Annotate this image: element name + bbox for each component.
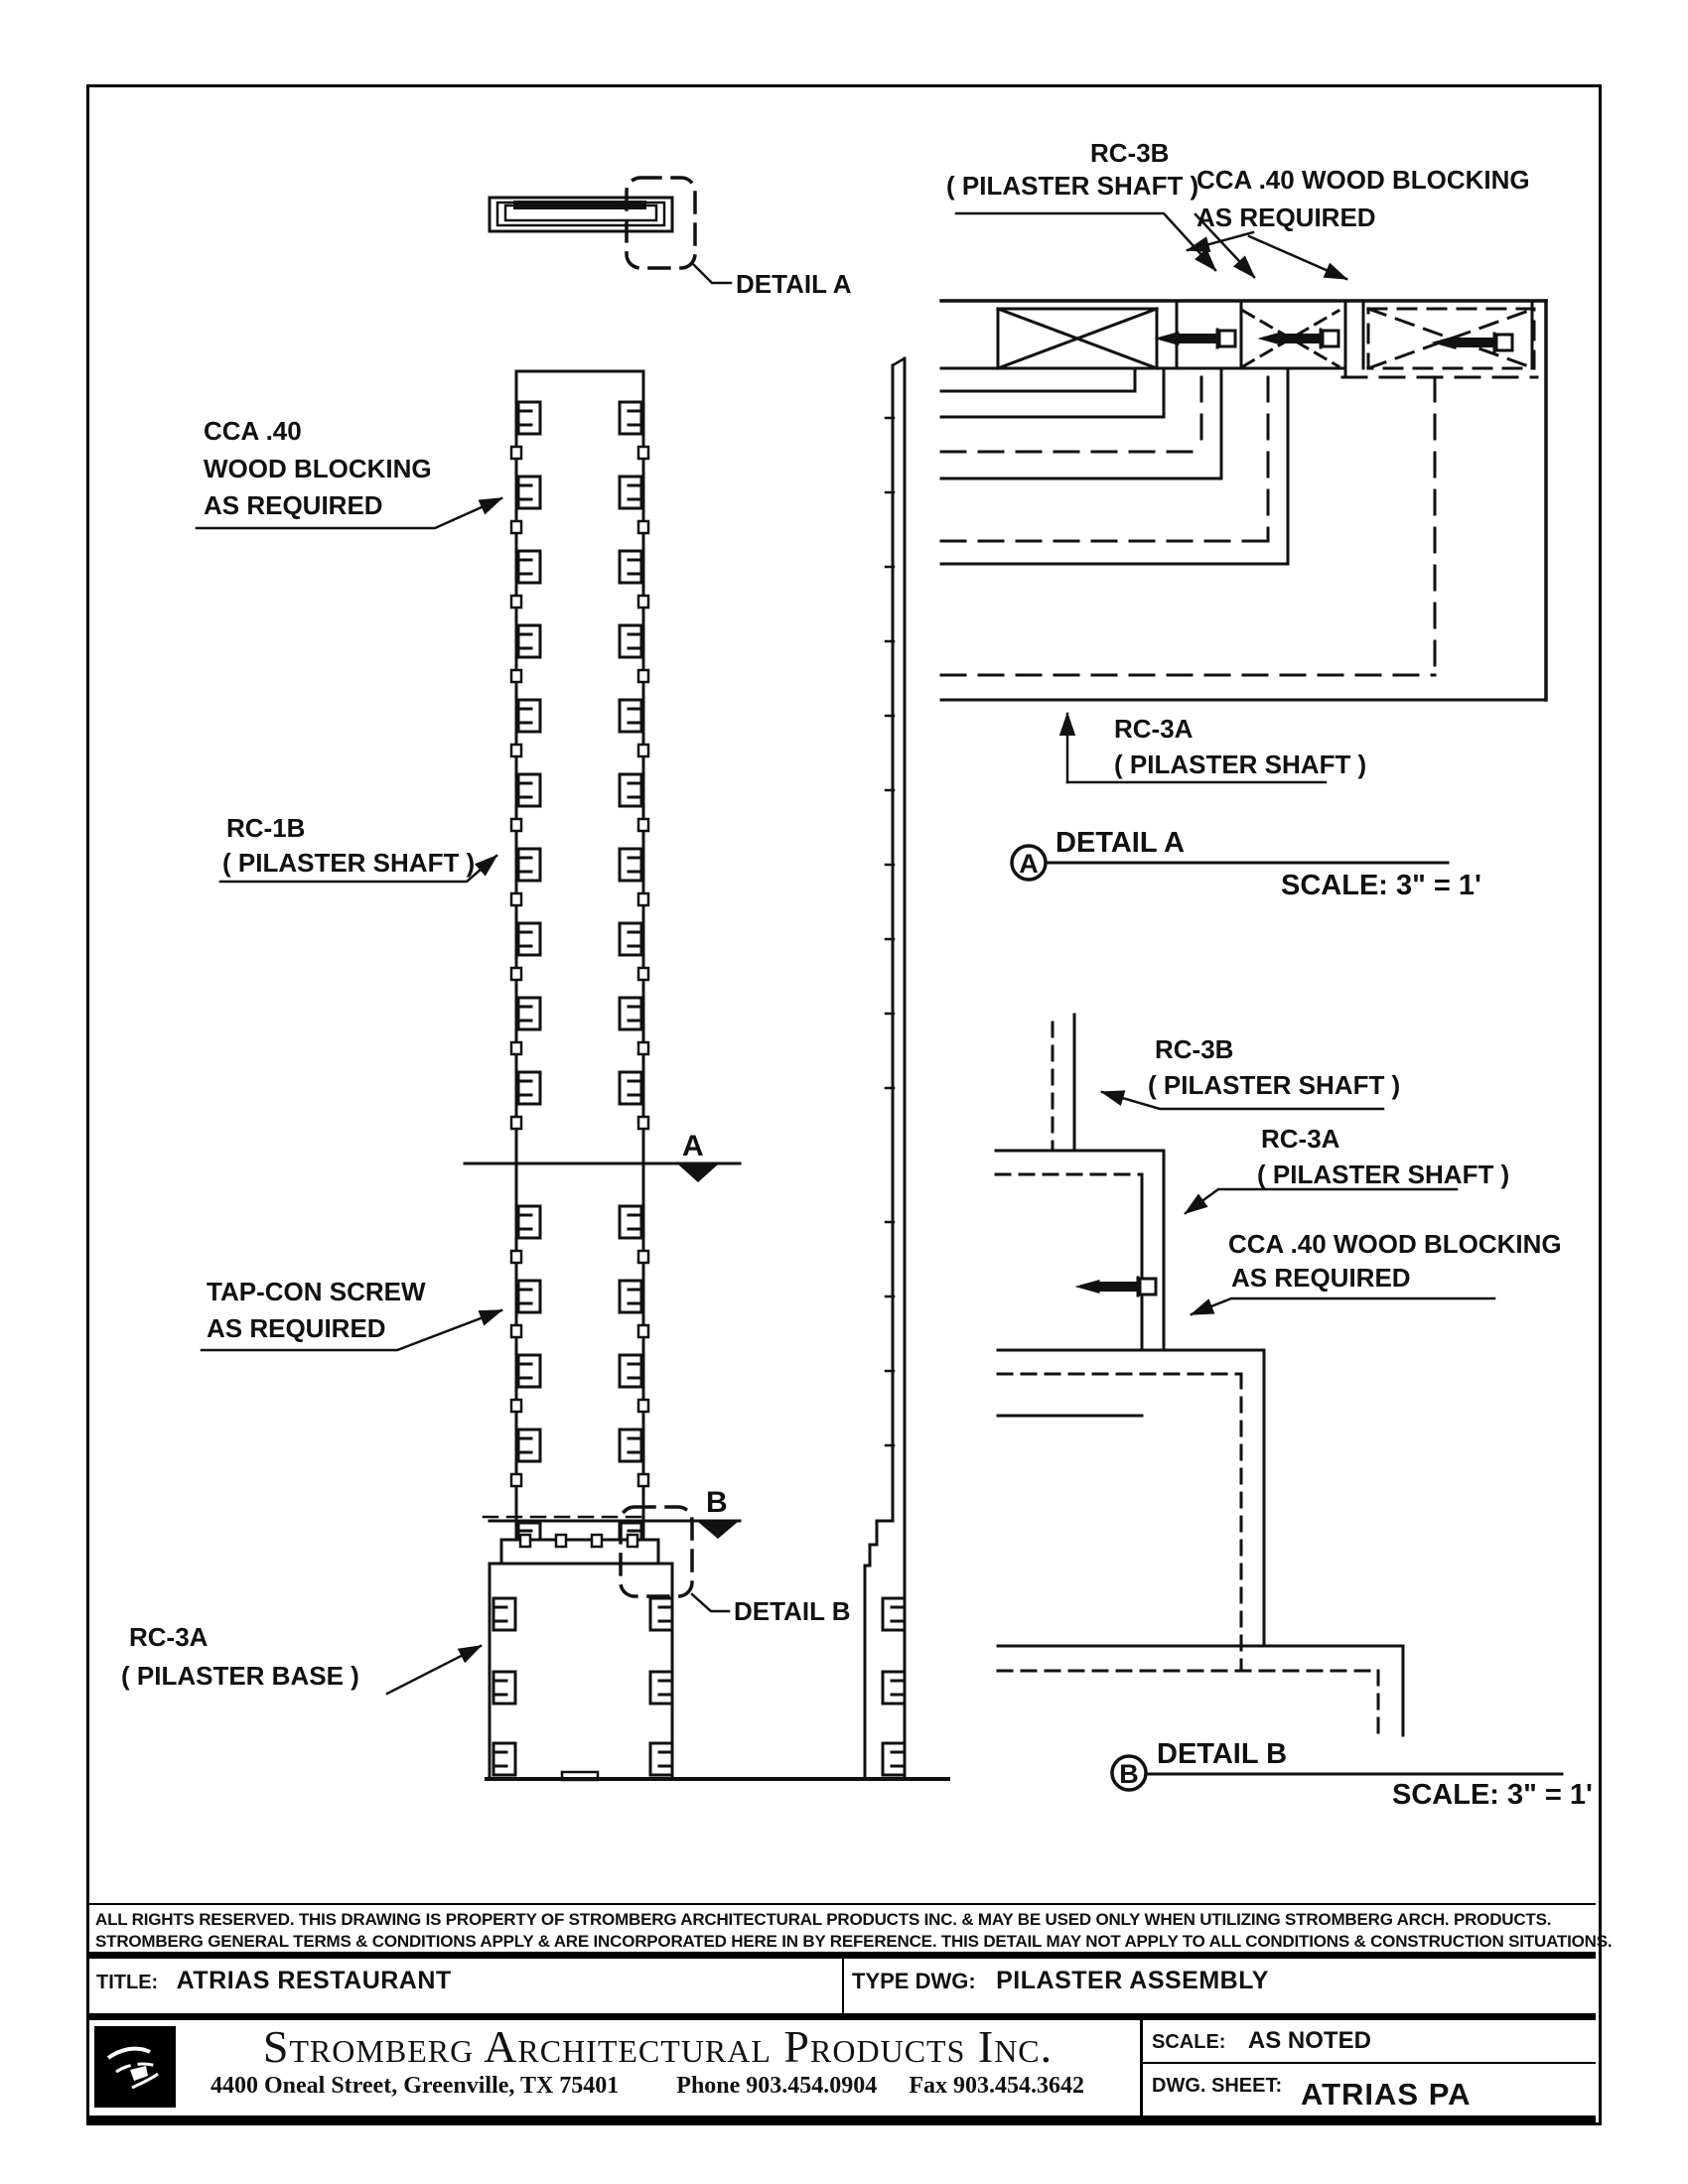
company-address: 4400 Oneal Street, Greenville, TX 75401 — [211, 2073, 620, 2099]
type-dwg-label: TYPE DWG: — [852, 1969, 976, 1993]
rc1b-label-line1: RC-1B — [226, 813, 306, 843]
detail-a-title: DETAIL A — [1055, 827, 1185, 859]
tapcon-label-line2: AS REQUIRED — [207, 1313, 386, 1343]
title-row-bottom-rule — [89, 2013, 1596, 2020]
type-dwg-value: PILASTER ASSEMBLY — [996, 1967, 1269, 1994]
detail-b-callout-label: DETAIL B — [734, 1596, 851, 1626]
cca-left-label-line1: CCA .40 — [204, 416, 302, 446]
detail-a-callout-label: DETAIL A — [736, 269, 852, 299]
rc3b-detailb-label-line2: ( PILASTER SHAFT ) — [1148, 1070, 1401, 1100]
legal-band-top-rule — [89, 1903, 1596, 1905]
cca-top-label-line1: CCA .40 WOOD BLOCKING — [1196, 165, 1530, 195]
detail-b-bubble-letter: B — [1119, 1759, 1139, 1789]
company-name: Stromberg Architectural Products Inc. — [262, 2021, 1054, 2072]
rc3a-detailb-label-line1: RC-3A — [1261, 1124, 1340, 1154]
titleblock-bottom-rule — [89, 2116, 1596, 2123]
detail-a-bubble-letter: A — [1019, 849, 1039, 879]
cca-left-label-line3: AS REQUIRED — [204, 490, 383, 520]
scale-label: SCALE: — [1152, 2031, 1226, 2053]
rc3b-top-label-line2: ( PILASTER SHAFT ) — [946, 171, 1199, 201]
company-address-row — [211, 2073, 1134, 2100]
dwg-sheet-value: ATRIAS PA — [1301, 2077, 1472, 2112]
detail-b-scale: SCALE: 3" = 1' — [1392, 1779, 1593, 1811]
tapcon-label-line1: TAP-CON SCREW — [207, 1277, 426, 1306]
scale-cell — [1152, 2027, 1371, 2055]
legal-band-bottom-rule — [89, 1952, 1596, 1959]
rc1b-label-line2: ( PILASTER SHAFT ) — [222, 848, 476, 878]
dwg-sheet-label: DWG. SHEET: — [1152, 2075, 1283, 2097]
detail-b-title: DETAIL B — [1157, 1738, 1288, 1770]
type-dwg-cell — [852, 1967, 1269, 1995]
rc3a-detailb-label-line2: ( PILASTER SHAFT ) — [1257, 1160, 1510, 1189]
section-b-letter: B — [706, 1486, 728, 1519]
cca-detailb-label-line1: CCA .40 WOOD BLOCKING — [1228, 1229, 1562, 1259]
titleblock-right-divider — [1140, 2020, 1143, 2116]
title-cell — [96, 1967, 452, 1995]
title-label: TITLE: — [96, 1972, 159, 1993]
section-a-letter: A — [682, 1130, 704, 1162]
title-value: ATRIAS RESTAURANT — [176, 1967, 452, 1994]
detail-a-scale: SCALE: 3" = 1' — [1281, 870, 1481, 901]
rc3b-top-label-line1: RC-3B — [1090, 138, 1170, 168]
company-phone: Phone 903.454.0904 — [676, 2073, 878, 2099]
company-logo — [94, 2026, 176, 2108]
dwg-sheet-label-wrap — [1152, 2075, 1282, 2098]
rc3a-shaft-label-line2: ( PILASTER SHAFT ) — [1114, 750, 1367, 779]
rc3a-base-label-line2: ( PILASTER BASE ) — [121, 1661, 359, 1691]
cca-detailb-label-line2: AS REQUIRED — [1231, 1263, 1411, 1293]
company-fax: Fax 903.454.3642 — [909, 2073, 1084, 2099]
scale-sheet-divider — [1143, 2062, 1596, 2064]
scale-value: AS NOTED — [1247, 2027, 1371, 2054]
cca-top-label-line2: AS REQUIRED — [1196, 203, 1376, 232]
rc3a-base-label-line1: RC-3A — [129, 1622, 209, 1652]
legal-text-line1: ALL RIGHTS RESERVED. THIS DRAWING IS PROPERTY OF STROMBERG ARCHITECTURAL PRODUCTS INC. & MAY BE USED ONLY WHEN UTILIZING STROMBERG ARCH. PRODUCTS. — [95, 1910, 1552, 1929]
sheet-border — [86, 84, 1602, 2125]
cca-left-label-line2: WOOD BLOCKING — [204, 454, 432, 483]
title-row-divider — [842, 1959, 844, 2013]
legal-text-line2: STROMBERG GENERAL TERMS & CONDITIONS APPLY & ARE INCORPORATED HERE IN BY REFERENCE. THIS DETAIL MAY NOT APPLY TO ALL CONDITIONS & CONSTRUCTION SITUATIONS. — [95, 1932, 1613, 1951]
rc3b-detailb-label-line1: RC-3B — [1155, 1034, 1234, 1064]
stromberg-logo-icon — [94, 2026, 176, 2108]
rc3a-shaft-label-line1: RC-3A — [1114, 714, 1194, 744]
